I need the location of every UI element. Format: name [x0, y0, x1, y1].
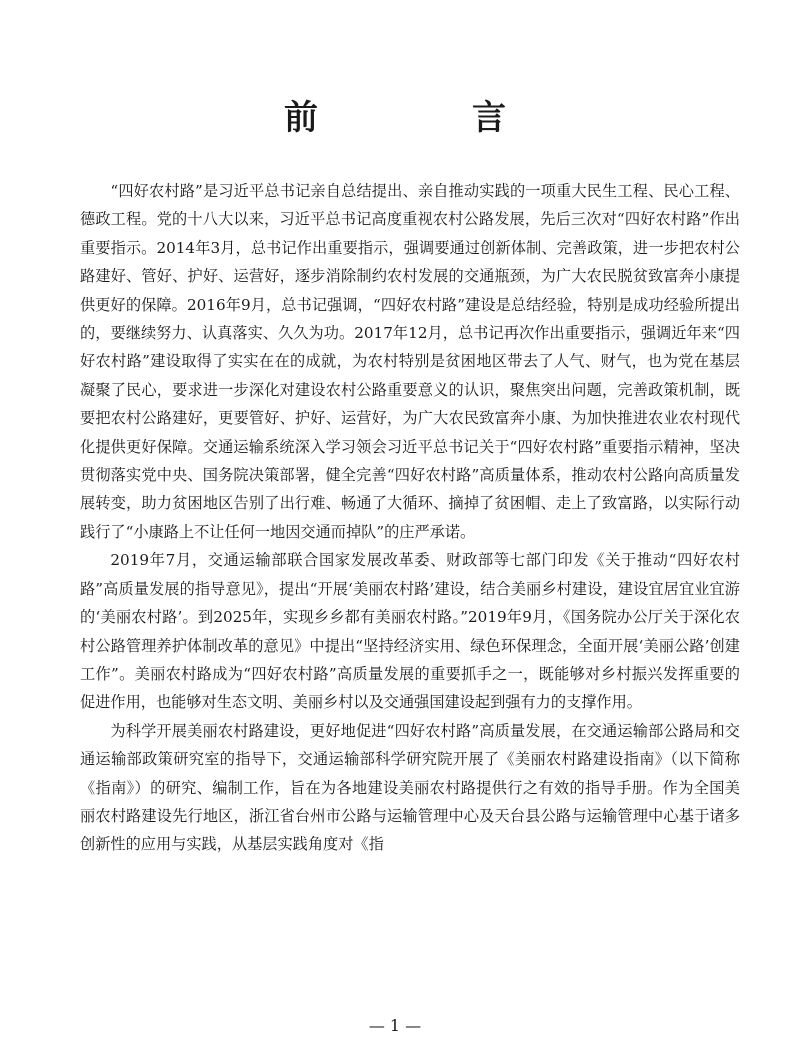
page-title: 前 言: [284, 98, 566, 138]
paragraph-1: “四好农村路”是习近平总书记亲自总结提出、亲自推动实践的一项重大民生工程、民心工程、德政工程。党的十八大以来，习近平总书记高度重视农村公路发展，先后三次对“四好农村路”作出重要指示。2014年3月，总书记作出重要指示，强调要通过创新体制、完善政策，进一步把农村公路建好、管好、护好、运营好，逐步消除制约农村发展的交通瓶颈，为广大农民脱贫致富奔小康提供更好的保障。2016年9月，总书记强调，“四好农村路”建设是总结经验，特别是成功经验所提出的，要继续努力、认真落实、久久为功。2017年12月，总书记再次作出重要指示，强调近年来“四好农村路”建设取得了实实在在的成就，为农村特别是贫困地区带去了人气、财气，也为党在基层凝聚了民心，要求进一步深化对建设农村公路重要意义的认识，聚焦突出问题，完善政策机制，既要把农村公路建好，更要管好、护好、运营好，为广大农民致富奔小康、为加快推进农业农村现代化提供更好保障。交通运输系统深入学习领会习近平总书记关于“四好农村路”重要指示精神，坚决贯彻落实党中央、国务院决策部署，健全完善“四好农村路”高质量体系，推动农村公路向高质量发展转变，助力贫困地区告别了出行难、畅通了大循环、摘掉了贫困帽、走上了致富路，以实际行动践行了“小康路上不让任何一地因交通而掉队”的庄严承诺。: [80, 182, 740, 541]
paragraph-3: 为科学开展美丽农村路建设，更好地促进“四好农村路”高质量发展，在交通运输部公路局和交通运输部政策研究室的指导下，交通运输部科学研究院开展了《美丽农村路建设指南》（以下简称《指南》）的研究、编制工作，旨在为各地建设美丽农村路提供行之有效的指导手册。作为全国美丽农村路建设先行地区，浙江省台州市公路与运输管理中心及天台县公路与运输管理中心基于诸多创新性的应用与实践，从基层实践角度对《指: [80, 721, 740, 854]
page-number: — 1 —: [368, 1016, 422, 1035]
body-text: [80, 177, 740, 859]
paragraph-2: 2019年7月，交通运输部联合国家发展改革委、财政部等七部门印发《关于推动“四好农村路”高质量发展的指导意见》，提出“开展‘美丽农村路’建设，结合美丽乡村建设，建设宜居宜业宜游的‘美丽农村路’。到2025年，实现乡乡都有美丽农村路。”2019年9月，《国务院办公厅关于深化农村公路管理养护体制改革的意见》中提出“坚持经济实用、绿色环保理念，全面开展‘美丽公路’创建工作”。美丽农村路成为“四好农村路”高质量发展的重要抓手之一，既能够对乡村振兴发挥重要的促进作用，也能够对生态文明、美丽乡村以及交通强国建设起到强有力的支撑作用。: [80, 551, 740, 712]
